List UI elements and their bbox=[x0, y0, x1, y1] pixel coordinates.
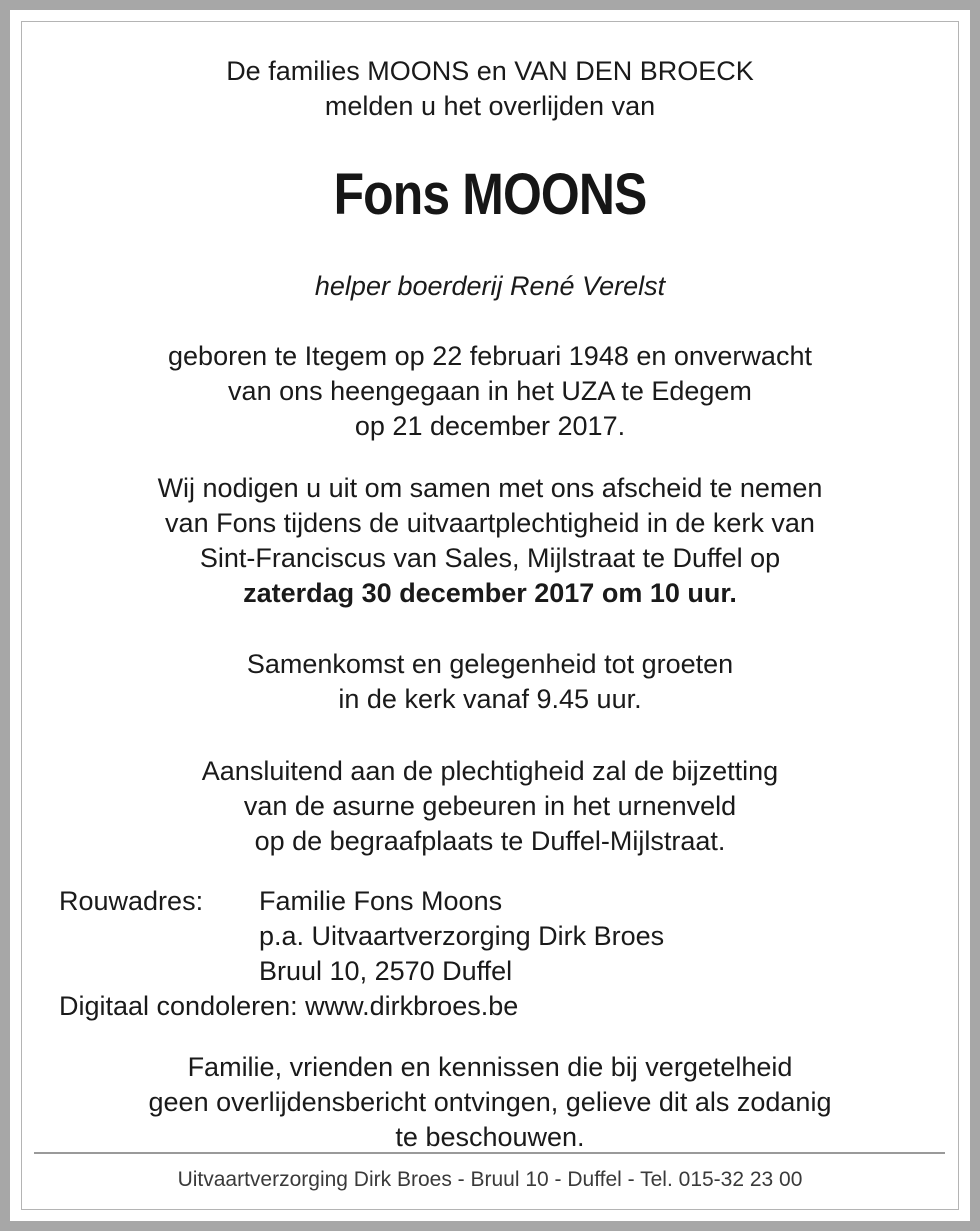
address-care-of: p.a. Uitvaartverzorging Dirk Broes bbox=[259, 921, 665, 951]
digital-condolences-line: Digitaal condoleren: www.dirkbroes.be bbox=[59, 991, 519, 1021]
closing-line-1: Familie, vrienden en kennissen die bij vergetelheid bbox=[187, 1052, 793, 1082]
birth-death-paragraph bbox=[0, 339, 980, 444]
mourning-address-block bbox=[59, 884, 664, 1024]
intro-announcement bbox=[0, 54, 980, 124]
address-family-name: Familie Fons Moons bbox=[259, 886, 503, 916]
occupation-line: helper boerderij René Verelst bbox=[314, 271, 666, 301]
gathering-line-2: in de kerk vanaf 9.45 uur. bbox=[338, 684, 642, 714]
death-date-line: op 21 december 2017. bbox=[354, 411, 626, 441]
death-place-line: van ons heengegaan in het UZA te Edegem bbox=[228, 376, 752, 406]
funeral-home-footer: Uitvaartverzorging Dirk Broes - Bruul 10 - Duffel - Tel. 015-32 23 00 bbox=[177, 1168, 803, 1191]
intro-families-line: De families MOONS en VAN DEN BROECK bbox=[226, 56, 754, 86]
invitation-line-2: van Fons tijdens de uitvaartplechtigheid in de kerk van bbox=[165, 508, 815, 538]
closing-line-3: te beschouwen. bbox=[395, 1122, 585, 1152]
address-street: Bruul 10, 2570 Duffel bbox=[259, 956, 513, 986]
interment-paragraph bbox=[0, 754, 980, 859]
funeral-invitation-paragraph bbox=[0, 471, 980, 611]
closing-line-2: geen overlijdensbericht ontvingen, gelieve dit als zodanig bbox=[148, 1087, 832, 1117]
gathering-paragraph bbox=[0, 647, 980, 717]
footer-divider bbox=[34, 1152, 945, 1154]
interment-line-3: op de begraafplaats te Duffel-Mijlstraat. bbox=[254, 826, 726, 856]
gathering-line-1: Samenkomst en gelegenheid tot groeten bbox=[246, 649, 734, 679]
intro-notice-line: melden u het overlijden van bbox=[324, 91, 656, 121]
interment-line-2: van de asurne gebeuren in het urnenveld bbox=[243, 791, 737, 821]
invitation-line-3: Sint-Franciscus van Sales, Mijlstraat te Duffel op bbox=[199, 543, 781, 573]
address-label: Rouwadres: bbox=[59, 886, 204, 916]
deceased-name: Fons MOONS bbox=[333, 162, 647, 227]
invitation-line-1: Wij nodigen u uit om samen met ons afscheid te nemen bbox=[157, 473, 823, 503]
interment-line-1: Aansluitend aan de plechtigheid zal de bijzetting bbox=[201, 756, 779, 786]
address-row-1 bbox=[59, 884, 664, 919]
ceremony-date-time: zaterdag 30 december 2017 om 10 uur. bbox=[243, 578, 737, 608]
birth-line: geboren te Itegem op 22 februari 1948 en onverwacht bbox=[168, 341, 812, 371]
closing-paragraph bbox=[0, 1050, 980, 1155]
